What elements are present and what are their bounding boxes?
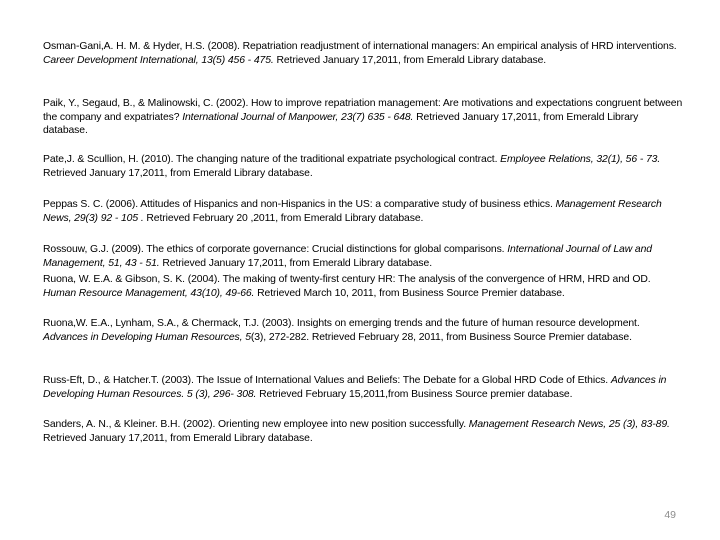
reference-text: Rossouw, G.J. (2009). The ethics of corporate governance: Crucial distinctions for global comparisons.	[43, 244, 508, 255]
reference-retrieval: Retrieved January 17,2011, from Emerald Library database.	[43, 432, 313, 444]
reference-rossouw	[43, 243, 683, 270]
reference-source: International Journal of Manpower, 23(7) 635 - 648.	[182, 111, 414, 123]
reference-paik	[43, 97, 683, 138]
reference-text: Pate,J. & Scullion, H. (2010). The changing nature of the traditional expatriate psychological contract.	[43, 154, 501, 165]
reference-text: Paik, Y., Segaud, B., & Malinowski, C. (2002). How to improve repatriation management: Are motivations and expectations congruent between the company and expatriates?	[43, 98, 683, 123]
reference-retrieval: Retrieved January 17,2011, from Emerald Library database.	[159, 257, 432, 269]
page-number: 49	[664, 509, 676, 521]
reference-text: Ruona, W. E.A. & Gibson, S. K. (2004). The making of twenty-first century HR: The analysis of the convergence of HRM, HRD and OD.	[43, 274, 651, 285]
reference-retrieval: Retrieved February 15,2011,from Business Source premier database.	[256, 388, 573, 400]
reference-peppas	[43, 198, 683, 225]
reference-source: Management Research News, 25 (3), 83-89.	[468, 419, 670, 430]
reference-pate	[43, 153, 683, 180]
reference-retrieval: Retrieved January 17,2011, from Emerald Library database.	[43, 167, 313, 179]
reference-text: Osman-Gani,A. H. M. & Hyder, H.S. (2008). Repatriation readjustment of international managers: An empirical analysis of HRD interventions.	[43, 41, 677, 52]
reference-source: Advances in Developing Human Resources, 5	[43, 331, 251, 343]
reference-retrieval: Retrieved February 20 ,2011, from Emerald Library database.	[143, 212, 424, 224]
reference-source: Human Resource Management, 43(10), 49-66.	[43, 287, 255, 299]
reference-source: Management Research News, 29(3) 92 - 105 .	[43, 199, 662, 224]
reference-osman-gani	[43, 40, 683, 67]
reference-retrieval: Retrieved January 17,2011, from Emerald Library database.	[273, 54, 547, 66]
reference-ruona-gibson	[43, 273, 683, 300]
reference-source: International Journal of Law and Management, 51, 43 - 51.	[43, 244, 652, 269]
reference-sanders	[43, 418, 683, 445]
reference-text: Peppas S. C. (2006). Attitudes of Hispanics and non-Hispanics in the US: a comparative study of business ethics.	[43, 199, 556, 210]
reference-source: Employee Relations, 32(1), 56 - 73.	[500, 154, 661, 165]
reference-source: Advances in Developing Human Resources. 5 (3), 296- 308.	[43, 375, 667, 400]
reference-text: Russ-Eft, D., & Hatcher.T. (2003). The Issue of International Values and Beliefs: The Debate for a Global HRD Code of Ethics.	[43, 375, 611, 386]
reference-retrieval: Retrieved March 10, 2011, from Business Source Premier database.	[254, 287, 565, 299]
reference-text: Sanders, A. N., & Kleiner. B.H. (2002). Orienting new employee into new position successfully.	[43, 419, 469, 430]
reference-ruona-lynham	[43, 317, 683, 344]
reference-source: Career Development International, 13(5) 456 - 475.	[43, 54, 274, 66]
reference-russ-eft	[43, 374, 683, 401]
reference-retrieval: Retrieved January 17,2011, from Emerald Library database.	[43, 111, 639, 136]
reference-text: Ruona,W. E.A., Lynham, S.A., & Chermack, T.J. (2003). Insights on emerging trends and the future of human resource development.	[43, 318, 640, 329]
reference-retrieval: (3), 272-282. Retrieved February 28, 2011, from Business Source Premier database.	[250, 331, 632, 343]
